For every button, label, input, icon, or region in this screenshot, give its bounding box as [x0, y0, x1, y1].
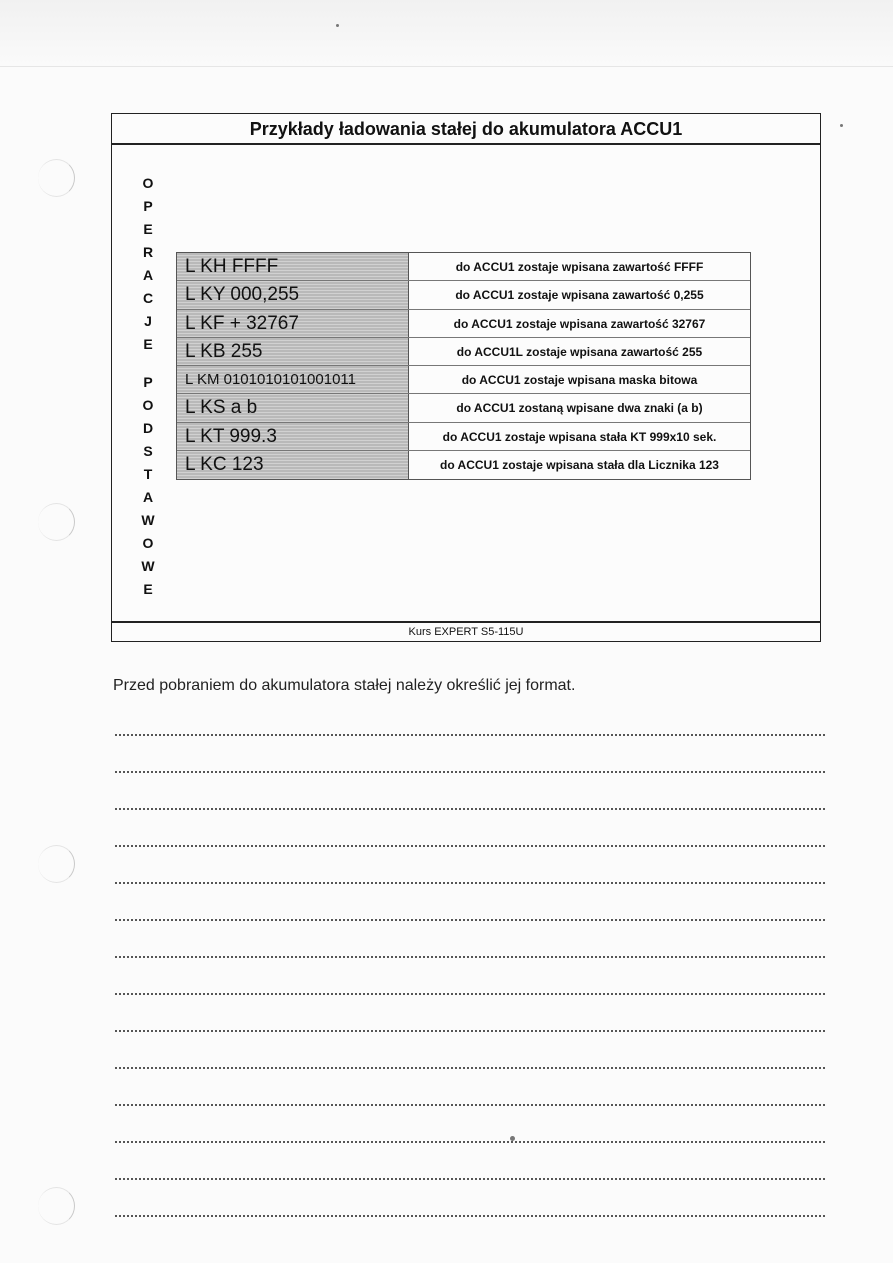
- dotted-writing-line: [115, 1030, 825, 1067]
- vertical-letter: O: [142, 535, 154, 551]
- operations-table: [176, 252, 751, 480]
- operation-description: do ACCU1 zostaje wpisana zawartość FFFF: [455, 260, 704, 274]
- operation-description: do ACCU1 zostaje wpisana stała dla Licznika 123: [440, 458, 719, 473]
- table-row: [177, 253, 750, 281]
- operation-description: do ACCU1 zostaje wpisana stała KT 999x10 sek.: [442, 429, 717, 444]
- vertical-letter: T: [143, 466, 153, 482]
- dotted-writing-line: [115, 1067, 825, 1104]
- dotted-writing-line: [115, 882, 825, 919]
- operation-description: do ACCU1 zostaje wpisana zawartość 32767: [453, 316, 706, 331]
- scan-speck: [840, 124, 843, 127]
- dotted-writing-line: [115, 956, 825, 993]
- vertical-letter: A: [142, 489, 154, 505]
- dotted-writing-line: [115, 919, 825, 956]
- dotted-writing-line: [115, 1141, 825, 1178]
- dotted-writing-line: [115, 771, 825, 808]
- operation-code: L KM 0101010101001011: [177, 366, 409, 393]
- vertical-letter: W: [141, 558, 155, 574]
- vertical-letter: P: [143, 374, 153, 390]
- operation-code: L KS a b: [177, 394, 409, 421]
- operation-description: do ACCU1 zostaną wpisane dwa znaki (a b): [456, 401, 703, 416]
- vertical-letter: W: [141, 512, 155, 528]
- vertical-letter: E: [143, 336, 153, 352]
- operation-code: L KC 123: [177, 451, 409, 479]
- table-row: [177, 366, 750, 394]
- operation-code: L KF + 32767: [177, 310, 409, 337]
- vertical-letter: A: [142, 267, 154, 283]
- punch-hole: [38, 845, 75, 883]
- dotted-writing-line: [115, 1215, 825, 1252]
- dotted-writing-line: [115, 845, 825, 882]
- dotted-writing-line: [115, 734, 825, 771]
- table-row: [177, 310, 750, 338]
- slide-footer: Kurs EXPERT S5-115U: [112, 621, 820, 641]
- vertical-letter: E: [143, 221, 153, 237]
- vertical-label: [138, 172, 158, 601]
- scan-speck: [336, 24, 339, 27]
- vertical-letter: P: [143, 198, 153, 214]
- operation-code: L KB 255: [177, 338, 409, 365]
- vertical-letter: D: [142, 420, 154, 436]
- instruction-text: Przed pobraniem do akumulatora stałej należy określić jej format.: [113, 677, 576, 694]
- operation-description: do ACCU1L zostaje wpisana zawartość 255: [456, 344, 703, 359]
- operation-description: do ACCU1 zostaje wpisana maska bitowa: [461, 373, 698, 388]
- vertical-letter: O: [142, 397, 154, 413]
- operation-code: L KY 000,255: [177, 281, 409, 308]
- vertical-letter: S: [143, 443, 153, 459]
- vertical-letter: R: [142, 244, 154, 260]
- dotted-writing-line: [115, 993, 825, 1030]
- slide-frame: [111, 113, 821, 642]
- punch-hole: [38, 1187, 75, 1225]
- vertical-letter: C: [142, 290, 154, 306]
- table-row: [177, 451, 750, 479]
- table-row: [177, 338, 750, 366]
- note-lines: [115, 734, 825, 1252]
- slide-title: Przykłady ładowania stałej do akumulatora ACCU1: [112, 114, 820, 145]
- vertical-letter: O: [142, 175, 154, 191]
- dotted-writing-line: [115, 808, 825, 845]
- table-row: [177, 394, 750, 422]
- punch-hole: [38, 503, 75, 541]
- punch-hole: [38, 159, 75, 197]
- page-top-edge: [0, 0, 893, 67]
- dotted-writing-line: [115, 1178, 825, 1215]
- dotted-writing-line: [115, 1104, 825, 1141]
- operation-code: L KT 999.3: [177, 423, 409, 450]
- operation-description: do ACCU1 zostaje wpisana zawartość 0,255: [455, 288, 704, 303]
- vertical-letter: E: [143, 581, 153, 597]
- operation-code: L KH FFFF: [177, 253, 409, 280]
- vertical-letter: J: [144, 313, 152, 329]
- table-row: [177, 423, 750, 451]
- table-row: [177, 281, 750, 309]
